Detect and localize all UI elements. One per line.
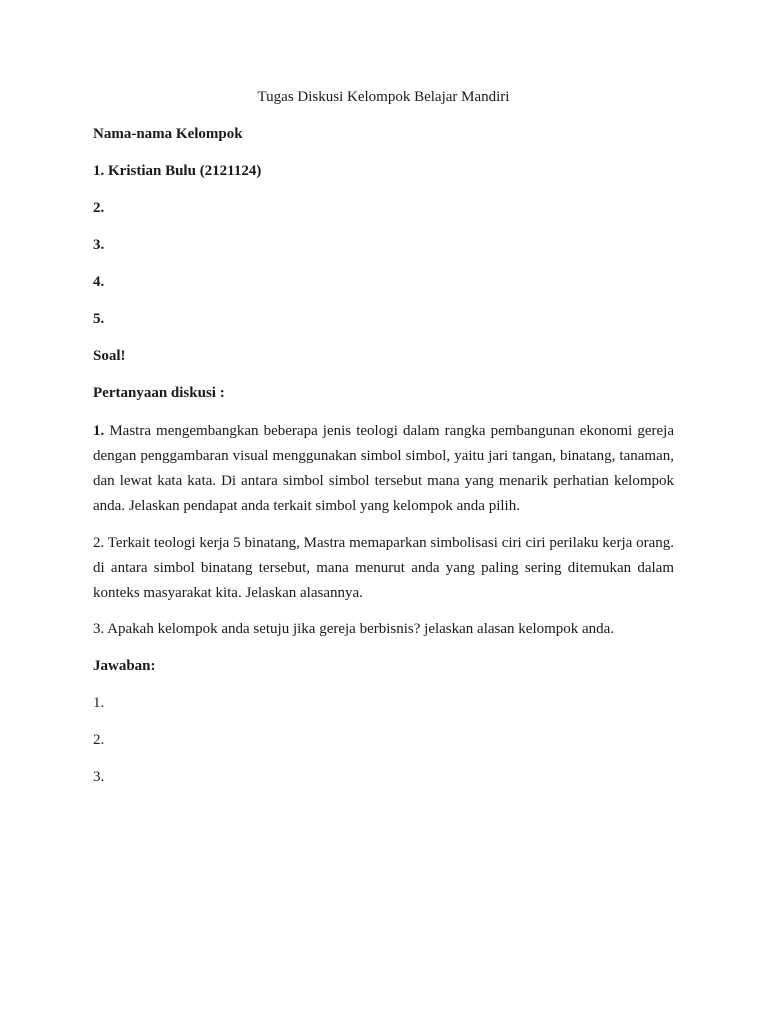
answer-item: 1. xyxy=(93,695,105,711)
member-item: 2. xyxy=(93,200,105,216)
question-1-number: 1. xyxy=(93,423,105,439)
question-3: 3. Apakah kelompok anda setuju jika gereja berbisnis? jelaskan alasan kelompok anda. xyxy=(93,621,615,637)
document-title: Tugas Diskusi Kelompok Belajar Mandiri xyxy=(257,89,510,105)
answer-item: 2. xyxy=(93,732,105,748)
questions-heading: Pertanyaan diskusi : xyxy=(93,385,225,401)
members-heading: Nama-nama Kelompok xyxy=(93,126,243,142)
member-item: 5. xyxy=(93,311,105,327)
question-1 xyxy=(93,419,674,519)
soal-heading: Soal! xyxy=(93,348,126,364)
answer-item: 3. xyxy=(93,769,105,785)
document-page xyxy=(93,86,674,803)
answers-heading: Jawaban: xyxy=(93,658,156,674)
question-2: 2. Terkait teologi kerja 5 binatang, Mastra memaparkan simbolisasi ciri ciri perilaku kerja orang. di antara simbol binatang tersebut, mana menurut anda yang paling sering ditemukan dalam konteks masyarakat kita. Jelaskan alasannya. xyxy=(93,535,674,601)
question-1-text: Mastra mengembangkan beberapa jenis teologi dalam rangka pembangunan ekonomi gereja dengan penggambaran visual menggunakan simbol simbol, yaitu jari tangan, binatang, tanaman, dan lewat kata kata. Di antara simbol simbol tersebut mana yang menarik perhatian kelompok anda. Jelaskan pendapat anda terkait simbol yang kelompok anda pilih. xyxy=(93,423,674,514)
member-item: 1. Kristian Bulu (2121124) xyxy=(93,163,262,179)
member-item: 4. xyxy=(93,274,105,290)
member-item: 3. xyxy=(93,237,105,253)
